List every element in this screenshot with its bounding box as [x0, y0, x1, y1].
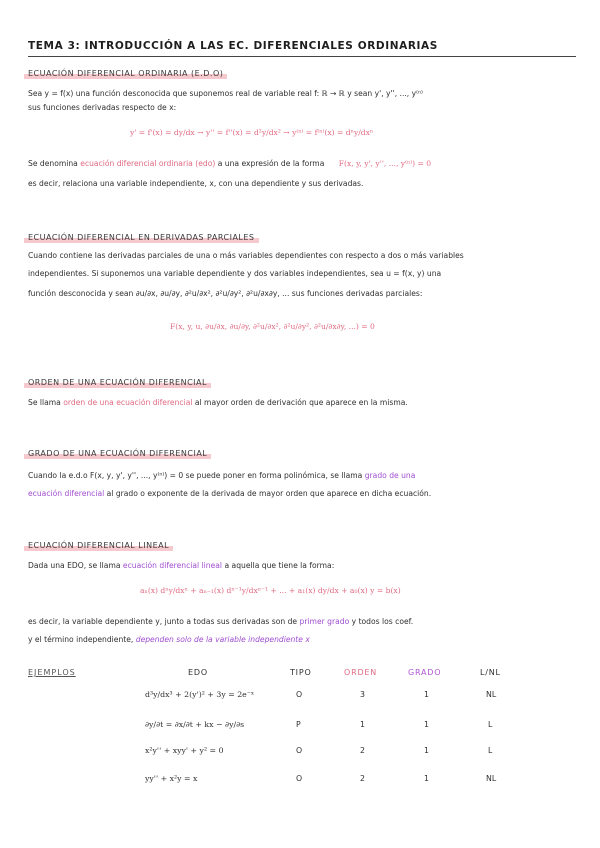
- header-orden: ORDEN: [344, 668, 378, 677]
- grado-line-1: [28, 470, 415, 481]
- row-1-orden: 3: [360, 690, 365, 699]
- edp-heading: ECUACIÓN DIFERENCIAL EN DERIVADAS PARCIALES: [24, 232, 259, 243]
- lineal-line-1: [28, 560, 334, 571]
- edo-definition: [28, 158, 431, 169]
- header-tipo: TIPO: [290, 668, 312, 677]
- edo-line-4: es decir, relaciona una variable independiente, x, con una dependiente y sus derivadas.: [28, 179, 364, 188]
- page-title: TEMA 3: INTRODUCCIÓN A LAS EC. DIFERENCIALES ORDINARIAS: [28, 40, 438, 52]
- edp-line-1: Cuando contiene las derivadas parciales de una o más variables dependientes con respecto a dos o más variables: [28, 251, 464, 260]
- lineal-line-3: [28, 616, 413, 627]
- title-underline: [28, 56, 576, 57]
- edo-derivatives-formula: y' = f'(x) = dy/dx → y'' = f''(x) = d²y/dx² → y⁽ⁿ⁾ = f⁽ⁿ⁾(x) = dⁿy/dxⁿ: [130, 128, 374, 137]
- row-2-lnl: L: [488, 720, 493, 729]
- row-2-edo: ∂y/∂t = ∂x/∂t + kx − ∂y/∂s: [145, 720, 245, 729]
- edp-line-3: función desconocida y sean ∂u/∂x, ∂u/∂y, ∂²u/∂x², ∂²u/∂y², ∂²u/∂x∂y, ... sus funciones derivadas parciales:: [28, 289, 423, 298]
- edo-line-2: sus funciones derivadas respecto de x:: [28, 103, 177, 112]
- row-3-grado: 1: [424, 746, 429, 755]
- edo-heading: ECUACIÓN DIFERENCIAL ORDINARIA (E.D.O): [24, 68, 227, 79]
- row-2-grado: 1: [424, 720, 429, 729]
- grado-line2-suffix: al grado o exponente de la derivada de mayor orden que aparece en dicha ecuación.: [106, 489, 432, 498]
- orden-heading: ORDEN DE UNA ECUACIÓN DIFERENCIAL: [24, 377, 211, 388]
- row-4-lnl: NL: [486, 774, 497, 783]
- orden-prefix: Se llama: [28, 398, 61, 407]
- grado-line1-prefix: Cuando la e.d.o F(x, y, y', y'', ..., y⁽ⁿ⁾) = 0 se puede poner en forma polinómica, se llama: [28, 471, 363, 480]
- header-grado: GRADO: [408, 668, 442, 677]
- lineal-line1-term: ecuación diferencial lineal: [122, 561, 223, 570]
- edp-formula: F(x, y, u, ∂u/∂x, ∂u/∂y, ∂²u/∂x², ∂²u/∂y², ∂²u/∂x∂y, ...) = 0: [170, 322, 375, 331]
- lineal-line1-suffix: a aquella que tiene la forma:: [224, 561, 335, 570]
- grado-line2-term: ecuación diferencial: [28, 489, 105, 498]
- edo-def-formula: F(x, y, y', y'', ..., y⁽ⁿ⁾) = 0: [338, 159, 432, 168]
- orden-term: orden de una ecuación diferencial: [63, 398, 193, 407]
- row-3-lnl: L: [488, 746, 493, 755]
- row-2-orden: 1: [360, 720, 365, 729]
- row-3-tipo: O: [296, 746, 303, 755]
- lineal-line4-term: dependen solo de la variable independiente x: [135, 635, 310, 644]
- edo-def-suffix: a una expresión de la forma: [217, 159, 325, 168]
- lineal-line-4: [28, 634, 310, 645]
- orden-suffix: al mayor orden de derivación que aparece en la misma.: [194, 398, 408, 407]
- edo-def-term: ecuación diferencial ordinaria (edo): [80, 159, 216, 168]
- grado-line-2: [28, 488, 431, 499]
- row-1-edo: d³y/dx³ + 2(y')² + 3y = 2e⁻ˣ: [145, 690, 255, 699]
- lineal-line3-suffix: y todos los coef.: [351, 617, 414, 626]
- row-1-tipo: O: [296, 690, 303, 699]
- row-1-grado: 1: [424, 690, 429, 699]
- edp-line-2: independientes. Si suponemos una variable dependiente y dos variables independientes, sea u = f(x, y) una: [28, 269, 442, 278]
- row-3-orden: 2: [360, 746, 365, 755]
- examples-title: EJEMPLOS: [28, 668, 76, 677]
- row-4-grado: 1: [424, 774, 429, 783]
- header-edo: EDO: [188, 668, 208, 677]
- edo-def-prefix: Se denomina: [28, 159, 78, 168]
- lineal-line1-prefix: Dada una EDO, se llama: [28, 561, 121, 570]
- row-3-edo: x²y'' + xyy' + y² = 0: [145, 746, 224, 755]
- row-1-lnl: NL: [486, 690, 497, 699]
- row-4-edo: yy'' + x²y = x: [145, 774, 198, 783]
- row-4-tipo: O: [296, 774, 303, 783]
- row-2-tipo: P: [296, 720, 301, 729]
- lineal-line3-prefix: es decir, la variable dependiente y, junto a todas sus derivadas son de: [28, 617, 298, 626]
- lineal-line4-prefix: y el término independiente,: [28, 635, 134, 644]
- grado-line1-term: grado de una: [364, 471, 416, 480]
- lineal-heading: ECUACIÓN DIFERENCIAL LINEAL: [24, 540, 173, 551]
- grado-heading: GRADO DE UNA ECUACIÓN DIFERENCIAL: [24, 448, 211, 459]
- lineal-formula: aₙ(x) dⁿy/dxⁿ + aₙ₋₁(x) dⁿ⁻¹y/dxⁿ⁻¹ + ... + a₁(x) dy/dx + a₀(x) y = b(x): [140, 586, 401, 595]
- row-4-orden: 2: [360, 774, 365, 783]
- header-lnl: L/NL: [480, 668, 501, 677]
- orden-definition: [28, 397, 408, 408]
- lineal-line3-term: primer grado: [299, 617, 350, 626]
- edo-line-1: Sea y = f(x) una función desconocida que suponemos real de variable real f: ℝ → ℝ y sean y', y'', ..., y⁽ⁿ⁾: [28, 89, 423, 98]
